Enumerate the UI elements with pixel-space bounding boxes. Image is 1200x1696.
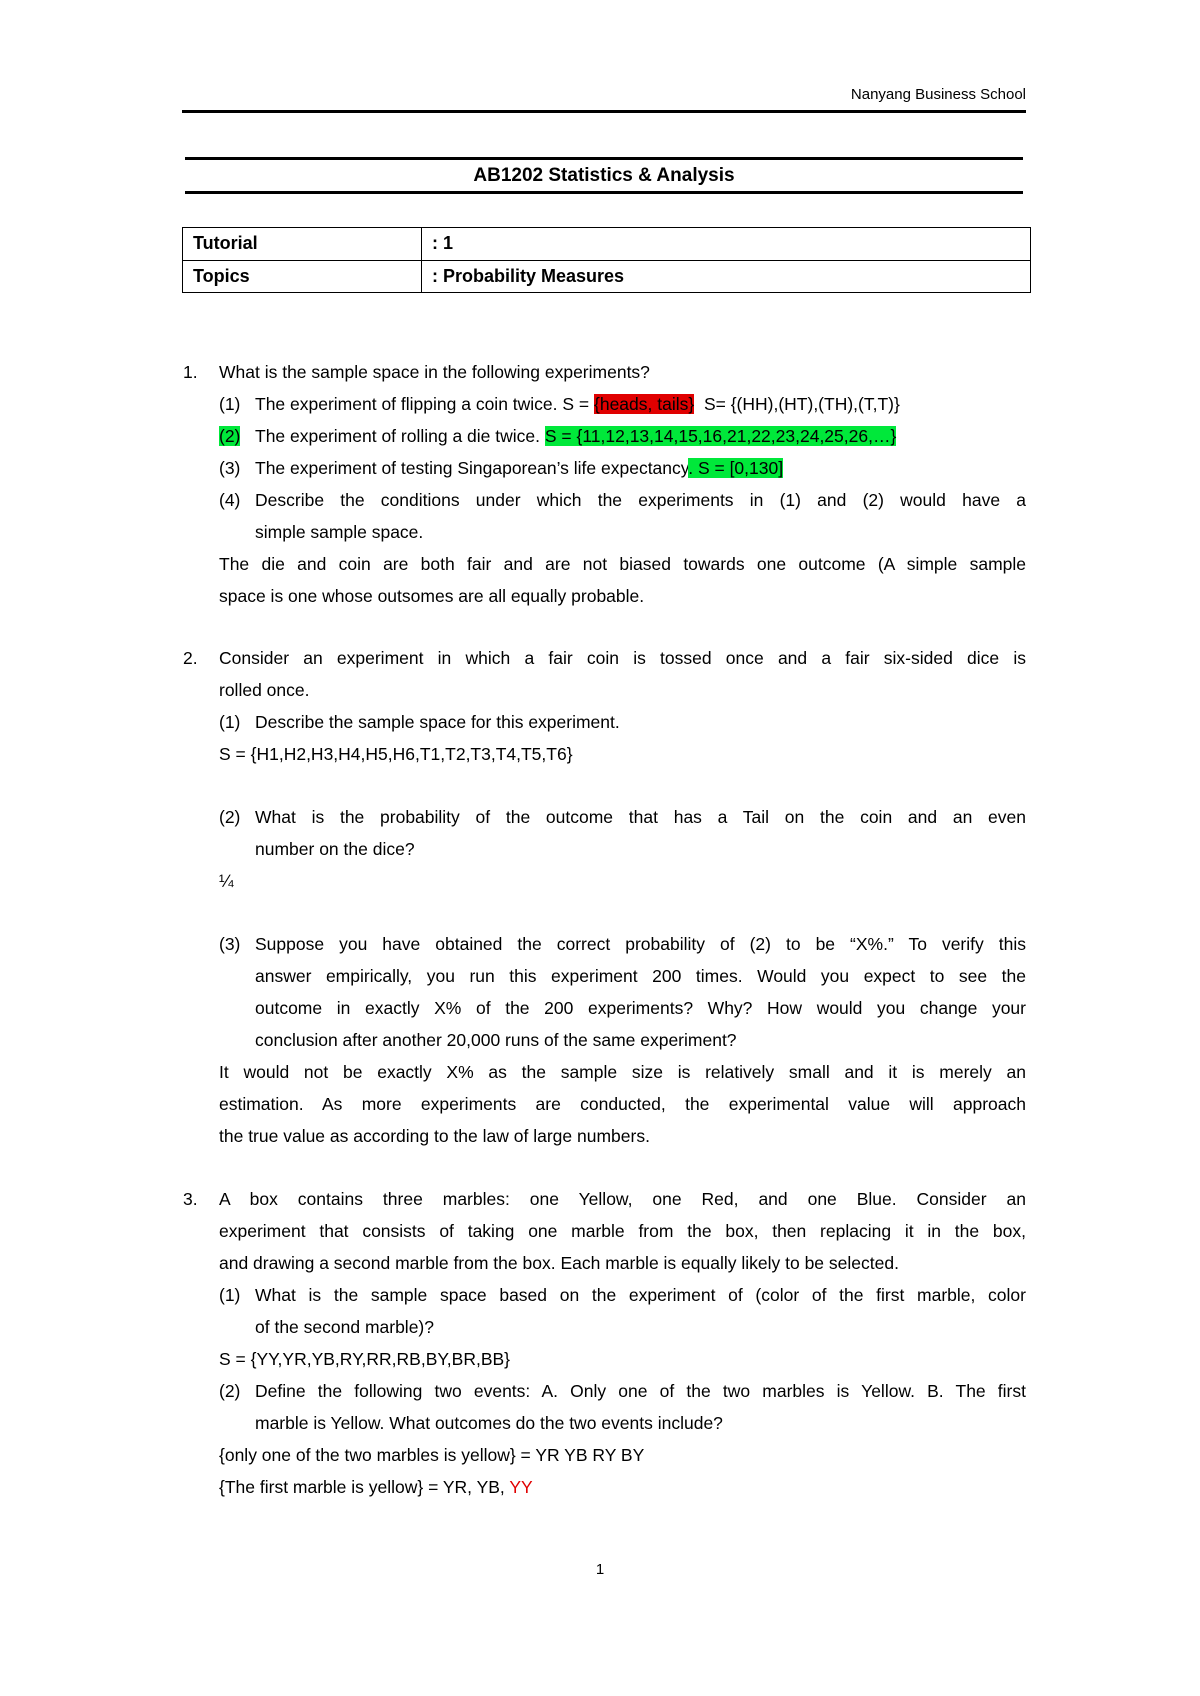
q3-a2-line2-text: {The first marble is yellow} = YR, YB, bbox=[219, 1477, 510, 1497]
q2-p3-line1: Suppose you have obtained the correct probability of (2) to be “X%.” To verify this bbox=[255, 934, 1026, 954]
q3-line2: experiment that consists of taking one marble from the box, then replacing it in the box, bbox=[219, 1221, 1026, 1241]
q1-p1-after: S= {(HH),(HT),(TH),(T,T)} bbox=[694, 394, 900, 414]
q1-p3-highlight: . S = [0,130] bbox=[688, 458, 784, 478]
topics-label: Topics bbox=[183, 260, 422, 293]
q3-number: 3. bbox=[183, 1189, 198, 1209]
course-title: AB1202 Statistics & Analysis bbox=[185, 157, 1023, 194]
q2-line1: Consider an experiment in which a fair coin is tossed once and a fair six-sided dice is bbox=[219, 648, 1026, 668]
q3-a1: S = {YY,YR,YB,RY,RR,RB,BY,BR,BB} bbox=[219, 1349, 511, 1369]
q1-p1-line bbox=[255, 388, 1026, 420]
q1-p3-number: (3) bbox=[219, 458, 241, 478]
q1-p2-number bbox=[219, 420, 251, 452]
q2-number: 2. bbox=[183, 648, 198, 668]
q2-a3-line3: the true value as according to the law of large numbers. bbox=[219, 1126, 650, 1146]
tutorial-label: Tutorial bbox=[183, 228, 422, 261]
q3-a2-line2 bbox=[219, 1471, 1026, 1503]
q1-p4-line1: Describe the conditions under which the experiments in (1) and (2) would have a bbox=[255, 490, 1026, 510]
q1-p4-line2: simple sample space. bbox=[255, 522, 424, 542]
q2-p1-number: (1) bbox=[219, 712, 241, 732]
q2-a3-line2: estimation. As more experiments are conducted, the experimental value will approach bbox=[219, 1094, 1026, 1114]
q2-a2: ¼ bbox=[219, 871, 234, 891]
q2-a3-line1: It would not be exactly X% as the sample size is relatively small and it is merely an bbox=[219, 1062, 1026, 1082]
q3-p2-number: (2) bbox=[219, 1381, 241, 1401]
q1-number: 1. bbox=[183, 362, 198, 382]
q3-p1-number: (1) bbox=[219, 1285, 241, 1305]
topics-value: : Probability Measures bbox=[422, 260, 1031, 293]
q1-answer-line1: The die and coin are both fair and are not biased towards one outcome (A simple sample bbox=[219, 554, 1026, 574]
q1-answer-line2: space is one whose outsomes are all equally probable. bbox=[219, 586, 645, 606]
q1-p1-highlight: {heads, tails} bbox=[594, 394, 695, 414]
header-rule bbox=[182, 110, 1026, 113]
q1-p2-line bbox=[255, 420, 1026, 452]
q3-p2-line1: Define the following two events: A. Only one of the two marbles is Yellow. B. The first bbox=[255, 1381, 1026, 1401]
q1-p3-line bbox=[255, 452, 1026, 484]
q3-line1: A box contains three marbles: one Yellow, one Red, and one Blue. Consider an bbox=[219, 1189, 1026, 1209]
q2-p1-text: Describe the sample space for this experiment. bbox=[255, 712, 620, 732]
q3-a2-line2-red: YY bbox=[509, 1477, 533, 1497]
topics-row bbox=[183, 260, 1031, 293]
q2-p2-line2: number on the dice? bbox=[255, 839, 415, 859]
page-number: 1 bbox=[595, 1561, 605, 1578]
q1-p3-text: The experiment of testing Singaporean’s life expectancy bbox=[255, 458, 689, 478]
q1-p2-text: The experiment of rolling a die twice. bbox=[255, 426, 545, 446]
q2-p3-line3: outcome in exactly X% of the 200 experiments? Why? How would you change your bbox=[255, 998, 1026, 1018]
q3-p1-line2: of the second marble)? bbox=[255, 1317, 434, 1337]
q3-line3: and drawing a second marble from the box. Each marble is equally likely to be selected. bbox=[219, 1253, 899, 1273]
q1-p1-number: (1) bbox=[219, 394, 241, 414]
tutorial-row bbox=[183, 228, 1031, 261]
q1-p2-number-highlight: (2) bbox=[219, 426, 241, 446]
q2-p2-number: (2) bbox=[219, 807, 241, 827]
tutorial-value: : 1 bbox=[422, 228, 1031, 261]
q2-p3-number: (3) bbox=[219, 934, 241, 954]
q2-line2: rolled once. bbox=[219, 680, 310, 700]
q3-p2-line2: marble is Yellow. What outcomes do the two events include? bbox=[255, 1413, 723, 1433]
q2-p3-line4: conclusion after another 20,000 runs of the same experiment? bbox=[255, 1030, 737, 1050]
q2-p2-line1: What is the probability of the outcome that has a Tail on the coin and an even bbox=[255, 807, 1026, 827]
q3-a2-line1: {only one of the two marbles is yellow} = YR YB RY BY bbox=[219, 1445, 645, 1465]
q1-p1-text: The experiment of flipping a coin twice. S = bbox=[255, 394, 594, 414]
header-school: Nanyang Business School bbox=[850, 86, 1026, 103]
q3-p1-line1: What is the sample space based on the experiment of (color of the first marble, color bbox=[255, 1285, 1026, 1305]
q1-text: What is the sample space in the following experiments? bbox=[219, 362, 650, 382]
q1-p4-number: (4) bbox=[219, 490, 241, 510]
meta-table bbox=[182, 227, 1031, 293]
q1-p2-highlight: S = {11,12,13,14,15,16,21,22,23,24,25,26,…} bbox=[544, 426, 897, 446]
q2-p3-line2: answer empirically, you run this experiment 200 times. Would you expect to see the bbox=[255, 966, 1026, 986]
q2-a1: S = {H1,H2,H3,H4,H5,H6,T1,T2,T3,T4,T5,T6} bbox=[219, 744, 573, 764]
